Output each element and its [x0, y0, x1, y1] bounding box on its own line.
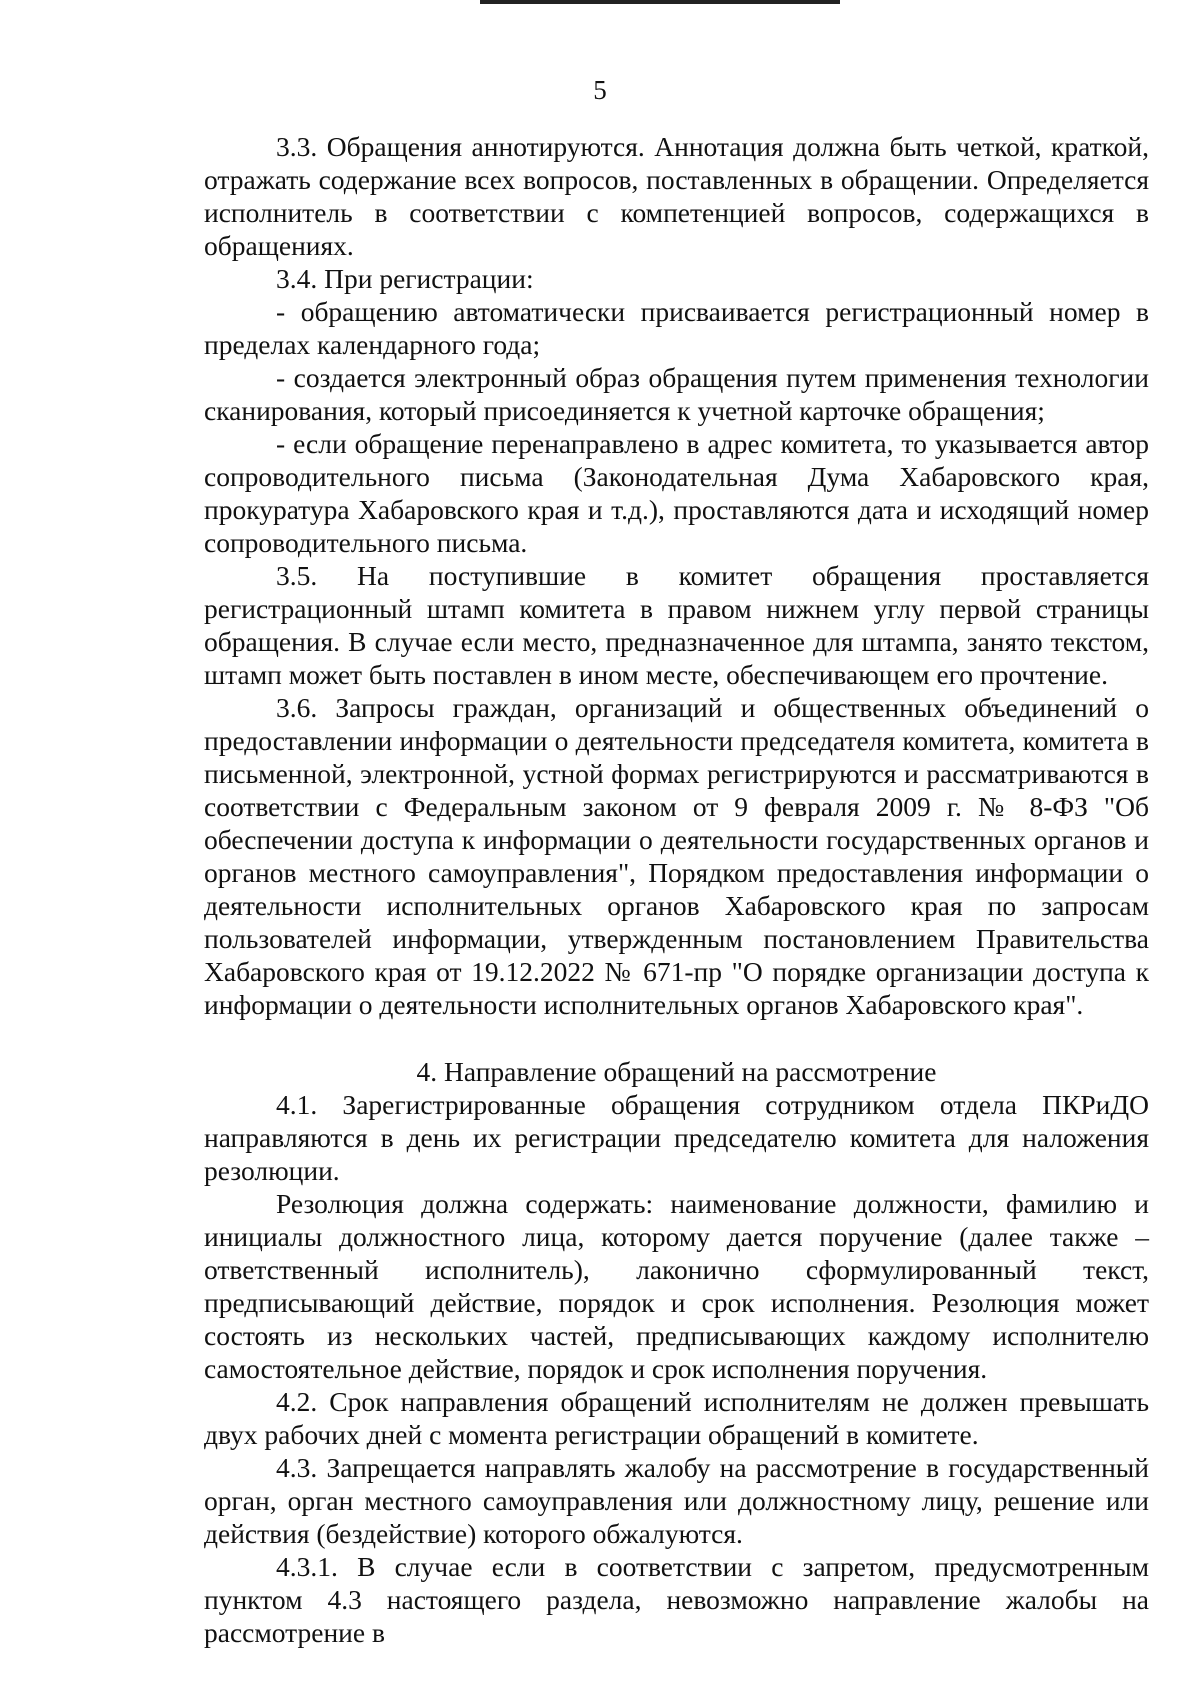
paragraph-4-3: 4.3. Запрещается направлять жалобу на рассмотрение в государственный орган, орган местного самоуправления или должностному лицу, решение или действия (бездействие) которого обжалуются.: [204, 1452, 1149, 1549]
top-edge-rule: [480, 0, 840, 4]
paragraph-4-1-resolution: Резолюция должна содержать: наименование должности, фамилию и инициалы должностного лица, которому дается поручение (далее также – ответственный исполнитель), лаконично сформулированный текст, предписывающий действие, порядок и срок исполнения. Резолюция может состоять из нескольких частей, предписывающих каждому исполнителю самостоятельное действие, порядок и срок исполнения поручения.: [204, 1188, 1149, 1384]
paragraph-3-6: 3.6. Запросы граждан, организаций и общественных объединений о предоставлении информации о деятельности председателя комитета, комитета в письменной, электронной, устной формах регистрируются и рассматриваются в соответствии с Федеральным законом от 9 февраля 2009 г. № 8-ФЗ "Об обеспечении доступа к информации о деятельности государственных органов и органов местного самоуправления", Порядком предоставления информации о деятельности исполнительных органов Хабаровского края по запросам пользователей информации, утвержденным постановлением Правительства Хабаровского края от 19.12.2022 № 671-пр "О порядке организации доступа к информации о деятельности исполнительных органов Хабаровского края".: [204, 692, 1149, 1020]
paragraph-3-4-item-2: - создается электронный образ обращения путем применения технологии сканирования, который присоединяется к учетной карточке обращения;: [204, 362, 1149, 426]
section-4-heading: 4. Направление обращений на рассмотрение: [416, 1056, 937, 1087]
document-body: [204, 130, 1149, 1649]
paragraph-3-4-item-3: - если обращение перенаправлено в адрес комитета, то указывается автор сопроводительного письма (Законодательная Дума Хабаровского края, прокуратура Хабаровского края и т.д.), проставляются дата и исходящий номер сопроводительного письма.: [204, 428, 1149, 558]
paragraph-3-5: 3.5. На поступившие в комитет обращения проставляется регистрационный штамп комитета в правом нижнем углу первой страницы обращения. В случае если место, предназначенное для штампа, занято текстом, штамп может быть поставлен в ином месте, обеспечивающем его прочтение.: [204, 560, 1149, 690]
paragraph-4-3-1: 4.3.1. В случае если в соответствии с запретом, предусмотренным пунктом 4.3 настоящего раздела, невозможно направление жалобы на рассмотрение в: [204, 1551, 1149, 1648]
paragraph-4-2: 4.2. Срок направления обращений исполнителям не должен превышать двух рабочих дней с момента регистрации обращений в комитете.: [204, 1386, 1149, 1450]
page-number: 5: [593, 75, 607, 105]
paragraph-3-3: 3.3. Обращения аннотируются. Аннотация должна быть четкой, краткой, отражать содержание всех вопросов, поставленных в обращении. Определяется исполнитель в соответствии с компетенцией вопросов, содержащихся в обращениях.: [204, 131, 1149, 261]
paragraph-3-4: 3.4. При регистрации:: [276, 263, 534, 294]
paragraph-3-4-item-1: - обращению автоматически присваивается регистрационный номер в пределах календарного года;: [204, 296, 1149, 360]
paragraph-4-1: 4.1. Зарегистрированные обращения сотрудником отдела ПКРиДО направляются в день их регистрации председателю комитета для наложения резолюции.: [204, 1089, 1149, 1186]
